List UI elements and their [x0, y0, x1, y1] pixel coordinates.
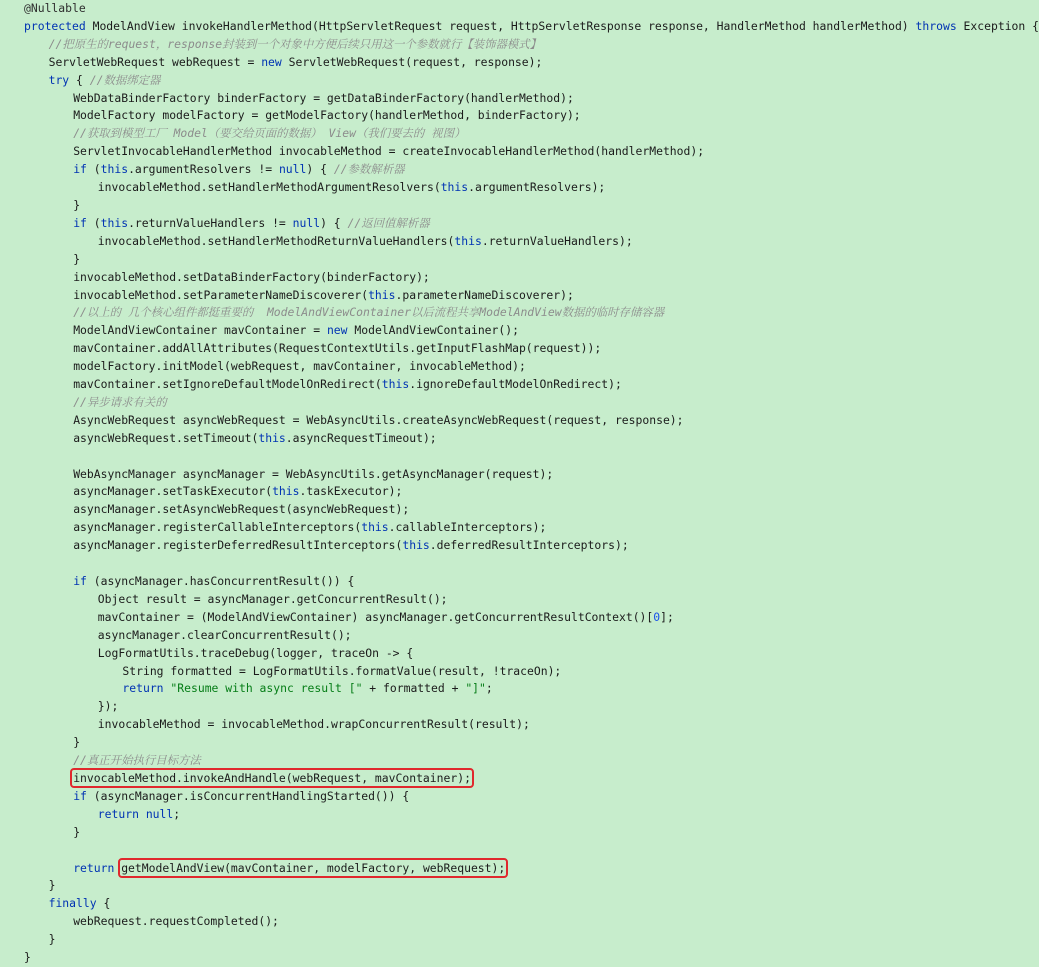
keyword-token: try — [48, 72, 70, 87]
code-line — [0, 322, 937, 340]
keyword-token: new — [326, 323, 348, 338]
code-token: asyncManager.registerDeferredResultInterceptors( — [73, 538, 403, 553]
code-token: ModelAndViewContainer(); — [347, 323, 519, 338]
code-token: asyncManager.registerCallableInterceptors( — [73, 520, 362, 535]
code-token: invocableMethod.setHandlerMethodReturnValueHandlers( — [97, 233, 455, 248]
code-line — [0, 555, 937, 573]
code-token: String formatted = LogFormatUtils.formatValue(result, !traceOn); — [122, 663, 562, 678]
code-token: .returnValueHandlers); — [481, 233, 633, 248]
code-line — [0, 573, 937, 591]
keyword-token: this — [381, 377, 410, 392]
code-line — [0, 537, 937, 555]
code-line — [0, 36, 937, 54]
code-line — [0, 824, 937, 842]
code-token: } — [73, 735, 81, 750]
code-token: } — [24, 950, 31, 965]
code-line — [0, 18, 1039, 36]
code-token: Exception { — [956, 18, 1039, 33]
code-token: { — [69, 72, 90, 87]
code-token: .argumentResolvers); — [468, 180, 606, 195]
code-token: asyncManager.setTaskExecutor( — [73, 484, 273, 499]
code-token: ; — [173, 806, 181, 821]
code-line — [0, 179, 937, 197]
code-token: + formatted + — [362, 681, 466, 696]
code-token: LogFormatUtils.traceDebug(logger, traceOn -> { — [97, 645, 414, 660]
code-token: ; — [485, 681, 493, 696]
code-line — [0, 304, 937, 322]
code-line — [0, 394, 937, 412]
string-token: "Resume with async result [" — [170, 681, 363, 696]
annotation-token: @Nullable — [24, 1, 86, 15]
code-line — [0, 90, 937, 108]
keyword-token: this — [402, 538, 430, 553]
code-line — [0, 931, 937, 949]
keyword-token: this — [272, 484, 300, 499]
code-line — [0, 340, 937, 358]
code-token: .asyncRequestTimeout); — [285, 430, 437, 445]
keyword-token: this — [368, 287, 396, 302]
code-token: (asyncManager.hasConcurrentResult()) { — [86, 574, 355, 588]
code-line — [0, 806, 937, 824]
code-token: mavContainer = (ModelAndViewContainer) asyncManager.getConcurrentResultContext()[ — [97, 609, 654, 624]
code-line — [0, 734, 937, 752]
code-line — [0, 358, 937, 376]
keyword-token: return — [73, 860, 115, 875]
code-line — [0, 233, 937, 251]
code-token: .argumentResolvers != — [128, 162, 279, 177]
code-line — [0, 54, 937, 72]
code-token: AsyncWebRequest asyncWebRequest = WebAsyncUtils.createAsyncWebRequest(request, response); — [73, 412, 684, 427]
code-token: }); — [97, 699, 119, 714]
keyword-token: this — [100, 215, 129, 230]
keyword-token: if — [73, 574, 87, 588]
keyword-token: null — [292, 215, 321, 230]
code-token: ServletWebRequest(request, response); — [281, 54, 543, 69]
keyword-token: new — [261, 54, 282, 69]
code-line — [0, 645, 937, 663]
code-line — [0, 0, 937, 18]
code-line — [0, 125, 937, 143]
code-line — [0, 770, 937, 788]
keyword-token: protected — [24, 18, 86, 33]
code-line — [0, 716, 937, 734]
code-token: } — [73, 251, 81, 266]
keyword-token: this — [258, 430, 286, 445]
code-token: ServletInvocableHandlerMethod invocableMethod = createInvocableHandlerMethod(handlerMethod); — [73, 144, 705, 159]
code-token: mavContainer.addAllAttributes(RequestContextUtils.getInputFlashMap(request)); — [73, 341, 602, 356]
code-line — [0, 877, 937, 895]
comment-token: //数据绑定器 — [89, 72, 161, 87]
code-line — [0, 72, 937, 90]
code-line — [0, 663, 937, 681]
keyword-token: this — [440, 180, 469, 195]
code-line — [0, 107, 937, 125]
keyword-token: if — [73, 162, 87, 177]
keyword-token: this — [361, 520, 389, 535]
code-token: invocableMethod.setDataBinderFactory(binderFactory); — [73, 269, 430, 284]
comment-token: //异步请求有关的 — [73, 394, 167, 409]
code-token: Object result = asyncManager.getConcurrentResult(); — [97, 591, 448, 606]
code-line — [0, 949, 937, 967]
code-token: WebAsyncManager asyncManager = WebAsyncUtils.getAsyncManager(request); — [73, 466, 554, 481]
code-token: } — [48, 878, 56, 893]
code-line — [0, 215, 937, 233]
highlighted-code: getModelAndView(mavContainer, modelFactory, webRequest); — [121, 860, 506, 875]
code-token: ]; — [660, 609, 674, 624]
code-token: .returnValueHandlers != — [128, 215, 293, 230]
keyword-token: this — [100, 162, 129, 177]
code-token: ( — [86, 215, 101, 230]
code-token: } — [73, 197, 81, 212]
code-token: modelFactory.initModel(webRequest, mavContainer, invocableMethod); — [73, 359, 526, 374]
keyword-token: if — [73, 215, 87, 230]
code-line — [0, 483, 937, 501]
code-token: invocableMethod = invocableMethod.wrapConcurrentResult(result); — [97, 717, 530, 732]
comment-token: //参数解析器 — [333, 162, 405, 177]
code-line — [0, 143, 937, 161]
code-token: ) { — [306, 162, 334, 177]
code-token: invocableMethod.setParameterNameDiscoverer( — [73, 287, 369, 302]
keyword-token: null — [278, 162, 307, 177]
code-token: asyncWebRequest.setTimeout( — [73, 430, 259, 445]
code-token: .ignoreDefaultModelOnRedirect); — [409, 377, 622, 392]
code-token: .taskExecutor); — [299, 484, 403, 499]
code-line — [0, 430, 937, 448]
code-line — [0, 251, 937, 269]
code-token: invocableMethod.setHandlerMethodArgumentResolvers( — [97, 180, 441, 195]
code-line — [0, 376, 937, 394]
keyword-token: this — [454, 233, 482, 248]
code-token — [139, 807, 146, 821]
code-line — [0, 895, 937, 913]
keyword-token: return — [97, 806, 139, 821]
string-token: "]" — [465, 681, 486, 696]
code-line — [0, 269, 937, 287]
code-line — [0, 501, 937, 519]
code-token: ServletWebRequest webRequest = — [48, 54, 262, 69]
code-line — [0, 287, 937, 305]
code-token: { — [96, 896, 111, 911]
code-token: ModelAndView invokeHandlerMethod(HttpServletRequest request, HttpServletResponse response, HandlerMethod handlerMethod) — [85, 18, 916, 33]
code-token: ModelAndViewContainer mavContainer = — [73, 323, 327, 338]
code-token: WebDataBinderFactory binderFactory = getDataBinderFactory(handlerMethod); — [73, 90, 574, 105]
code-line — [0, 609, 937, 627]
highlighted-code: invocableMethod.invokeAndHandle(webRequest, mavContainer); — [73, 770, 471, 785]
code-line — [0, 161, 937, 179]
code-token: ( — [86, 162, 101, 177]
code-token: asyncManager.setAsyncWebRequest(asyncWebRequest); — [73, 502, 410, 517]
keyword-token: if — [73, 788, 87, 803]
code-line — [0, 788, 937, 806]
number-token: 0 — [653, 609, 661, 624]
code-line — [0, 913, 937, 931]
keyword-token: return — [122, 681, 164, 696]
code-token: } — [73, 824, 81, 839]
comment-token: //以上的 几个核心组件都挺重要的 ModelAndViewContainer以后流程共享ModelAndView数据的临时存储容器 — [73, 305, 665, 320]
keyword-token: null — [145, 806, 174, 821]
code-token: asyncManager.clearConcurrentResult(); — [97, 627, 352, 642]
code-line — [0, 842, 937, 860]
code-line — [0, 591, 937, 609]
comment-token: //返回值解析器 — [347, 215, 430, 230]
code-line — [0, 519, 937, 537]
code-token: .parameterNameDiscoverer); — [395, 287, 574, 302]
code-line — [0, 197, 937, 215]
code-line — [0, 466, 937, 484]
code-line — [0, 412, 937, 430]
code-token: mavContainer.setIgnoreDefaultModelOnRedirect( — [73, 377, 382, 392]
comment-token: //真正开始执行目标方法 — [73, 753, 201, 768]
code-token: webRequest.requestCompleted(); — [73, 914, 279, 929]
code-token: (asyncManager.isConcurrentHandlingStarted()) { — [86, 788, 410, 803]
keyword-token: finally — [48, 896, 97, 911]
code-line — [0, 860, 937, 878]
code-line — [0, 752, 937, 770]
comment-token: //把原生的request，response封装到一个对象中方便后续只用这一个参数就行【装饰器模式】 — [48, 36, 542, 51]
keyword-token: throws — [915, 18, 957, 33]
code-token: ) { — [320, 215, 348, 230]
code-token: .deferredResultInterceptors); — [429, 538, 629, 553]
code-line — [0, 698, 937, 716]
code-line — [0, 448, 937, 466]
code-token: } — [48, 932, 56, 947]
code-token: ModelFactory modelFactory = getModelFactory(handlerMethod, binderFactory); — [73, 108, 581, 123]
comment-token: //获取到模型工厂 Model（要交给页面的数据） View（我们要去的 视图） — [73, 126, 466, 141]
code-line — [0, 680, 937, 698]
code-line — [0, 627, 937, 645]
code-token: .callableInterceptors); — [388, 520, 547, 535]
